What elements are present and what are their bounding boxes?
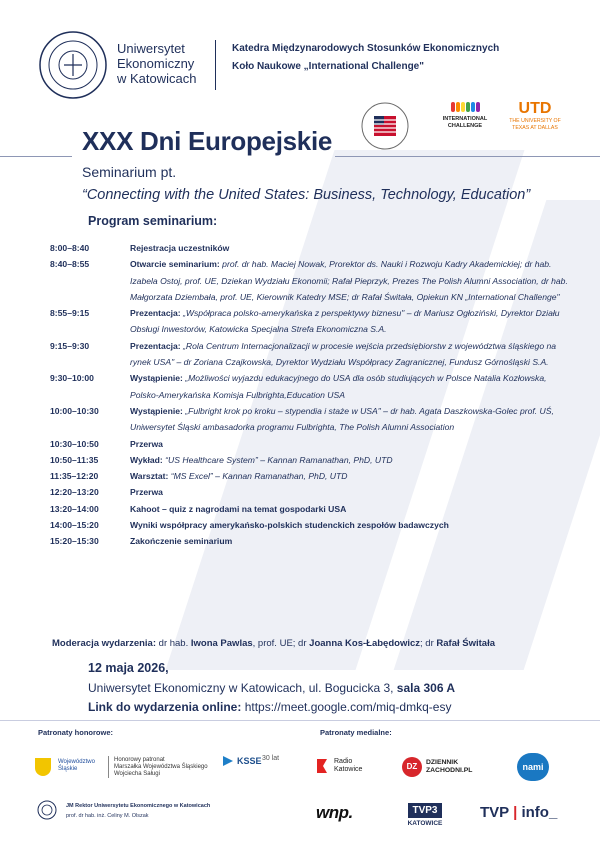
info-text: info_: [521, 804, 558, 821]
schedule-detail: „Fulbright krok po kroku – stypendia i staże w USA" – dr hab. Agata Daszkowska-Golec prof. UŚ, Uniwersytet Śląski ambasadorka programu Fulbrighta, The Polish Alumni Association: [130, 405, 554, 433]
schedule-time: 14:00–15:20: [50, 520, 99, 531]
moderation-line: [52, 638, 495, 649]
slaskie-divider: [108, 756, 109, 778]
moderation-text: , prof. UE; dr: [252, 638, 310, 649]
department-name: Katedra Międzynarodowych Stosunków Ekonomicznych: [232, 43, 500, 54]
schedule-item: [50, 370, 570, 403]
schedule-title: Wyniki współpracy amerykańsko-polskich studenckich zespołów badawczych: [130, 520, 449, 531]
schedule-description: [130, 256, 570, 305]
schedule-item: [50, 468, 570, 484]
schedule-description: [130, 484, 570, 500]
event-date: 12 maja 2026,: [88, 661, 169, 675]
university-line: w Katowicach: [117, 71, 197, 86]
schedule-title: Wystąpienie:: [130, 405, 183, 416]
schedule-description: [130, 403, 570, 436]
slaskie-desc-line: Marszałka Województwa Śląskiego: [114, 764, 208, 770]
university-name: [117, 41, 196, 86]
schedule-item: [50, 403, 570, 436]
moderator-name: Rafał Świtała: [436, 638, 495, 649]
header-divider: [215, 40, 216, 90]
schedule-time: 9:15–9:30: [50, 340, 90, 351]
slaskie-desc-line: Wojciecha Saługi: [114, 771, 160, 777]
radio-line: Katowice: [334, 766, 363, 773]
title-rule-right: [335, 156, 600, 157]
schedule-time: 13:20–14:00: [50, 503, 99, 514]
schedule-list: [50, 240, 570, 550]
slaskie-coat-of-arms: [35, 758, 51, 776]
schedule-title: Prezentacja:: [130, 308, 181, 319]
dziennik-zachodni-logo: [402, 757, 472, 777]
schedule-detail: prof. dr hab. Maciej Nowak, Prorektor ds. Nauki i Rozwoju Kadry Akademickiej; dr hab. Izabela Ostoj, prof. UE, Dziekan Wydziału Ekonomii; Rafał Pieprzyk, Prezes The Polish Alumni Association, dr hab. Małgorzata Dziembała, prof. UE, Kierownik Katedry MSE; dr Rafał Świtała, Opiekun KN „International Challenge": [130, 259, 568, 302]
schedule-time: 11:35–12:20: [50, 471, 99, 482]
department-block: [232, 40, 499, 76]
rector-seal: [37, 800, 57, 820]
ksse-anniversary: 30 lat: [262, 755, 280, 762]
event-subtitle: Seminarium pt.: [82, 164, 177, 180]
event-title: XXX Dni Europejskie: [82, 126, 333, 156]
tvp-text: TVP: [480, 804, 509, 821]
dz-badge-icon: DZ: [402, 757, 422, 777]
schedule-description: [130, 501, 570, 517]
university-line: Ekonomiczny: [117, 56, 195, 71]
university-line: Uniwersytet: [117, 41, 185, 56]
moderator-name: Joanna Kos-Łabędowicz: [309, 638, 421, 649]
schedule-time: 10:30–10:50: [50, 438, 99, 449]
slaskie-line: Śląskie: [58, 766, 78, 772]
moderation-label: Moderacja wydarzenia:: [52, 638, 157, 649]
slaskie-desc-line: Honorowy patronat: [114, 757, 165, 763]
schedule-description: [130, 305, 570, 338]
schedule-item: [50, 533, 570, 549]
schedule-item: [50, 256, 570, 305]
event-address: Uniwersytet Ekonomiczny w Katowicach, ul. Bogucicka 3,: [88, 681, 397, 695]
utd-logo: UTD THE UNIVERSITY OF TEXAS AT DALLAS: [505, 100, 565, 132]
schedule-item: [50, 484, 570, 500]
schedule-title: Przerwa: [130, 487, 163, 498]
schedule-title: Wystąpienie:: [130, 373, 183, 384]
alumni-association-logo: [356, 102, 414, 150]
radio-katowice-logo: [315, 758, 362, 774]
schedule-title: Zakończenie seminarium: [130, 536, 233, 547]
honorary-patrons-heading: Patronaty honorowe:: [38, 728, 114, 737]
schedule-time: 10:50–11:35: [50, 454, 99, 465]
schedule-title: Kahoot – quiz z nagrodami na temat gospodarki USA: [130, 503, 347, 514]
event-topic: “Connecting with the United States: Business, Technology, Education”: [82, 187, 531, 203]
ksse-text: KSSE: [237, 756, 262, 766]
schedule-time: 8:40–8:55: [50, 259, 90, 270]
title-rule-left: [0, 156, 72, 157]
media-patrons-heading: Patronaty medialne:: [320, 728, 392, 737]
slaskie-name: [58, 759, 95, 773]
radio-icon: [315, 758, 329, 774]
schedule-detail: „Możliwości wyjazdu edukacyjnego do USA dla osób studiujących w Polsce Natalia Kozłowska, Polsko-Amerykańska Komisja Fulbrighta,Education USA: [130, 373, 547, 400]
schedule-item: [50, 338, 570, 371]
meeting-link[interactable]: https://meet.google.com/miq-dmkq-esy: [241, 700, 452, 714]
international-challenge-logo: [440, 102, 490, 142]
tvp3-badge: TVP3: [408, 803, 441, 818]
schedule-description: [130, 436, 570, 452]
schedule-time: 8:55–9:15: [50, 308, 90, 319]
ic-logo-text: INTERNATIONAL CHALLENGE: [442, 116, 488, 129]
schedule-description: [130, 468, 570, 484]
schedule-description: [130, 240, 570, 256]
dz-line: ZACHODNI.PL: [426, 767, 473, 774]
schedule-item: [50, 305, 570, 338]
wnp-logo: wnp.: [316, 803, 353, 822]
schedule-item: [50, 436, 570, 452]
schedule-detail: „Współpraca polsko-amerykańska z perspektywy biznesu" – dr Mariusz Ogłoziński, Dyrektor Działu Obsługi Inwestorów, Katowicka Specjalna Strefa Ekonomiczna S.A.: [130, 308, 560, 335]
moderation-text: ; dr: [420, 638, 437, 649]
tvp3-sub: KATOWICE: [407, 820, 443, 827]
tvp3-logo: [400, 800, 450, 827]
schedule-item: [50, 452, 570, 468]
club-name: Koło Naukowe „International Challenge": [232, 61, 424, 72]
footer-rule: [0, 720, 600, 721]
schedule-description: [130, 338, 570, 371]
schedule-title: Przerwa: [130, 438, 163, 449]
slaskie-patronage: [114, 757, 208, 778]
rector-name: prof. dr hab. inż. Celiny M. Olszak: [66, 813, 149, 819]
event-place: [88, 681, 455, 695]
schedule-item: [50, 517, 570, 533]
schedule-detail: “MS Excel” – Kannan Ramanathan, PhD, UTD: [168, 471, 348, 482]
schedule-item: [50, 501, 570, 517]
schedule-time: 8:00–8:40: [50, 243, 90, 253]
rector-patronage: [66, 801, 210, 821]
moderation-text: dr hab.: [156, 638, 191, 649]
schedule-description: [130, 533, 570, 549]
schedule-description: [130, 452, 570, 468]
schedule-detail: „Rola Centrum Internacjonalizacji w procesie wejścia przedsiębiorstw z województwa śląskiego na rynek USA" – dr Zoriana Czajkowska, Dyrektor Wydziału Współpracy Zagranicznej, Fundusz Górnośląski S.A.: [130, 340, 557, 368]
program-heading: Program seminarium:: [88, 214, 218, 228]
ksse-icon: [222, 755, 234, 767]
schedule-time: 15:20–15:30: [50, 536, 99, 547]
event-room: sala 306 A: [396, 681, 456, 695]
slaskie-line: Województwo: [58, 759, 95, 765]
schedule-title: Rejestracja uczestników: [130, 243, 230, 253]
schedule-title: Prezentacja:: [130, 340, 181, 351]
schedule-time: 12:20–13:20: [50, 487, 99, 498]
rector-title: JM Rektor Uniwersytetu Ekonomicznego w Katowicach: [66, 803, 211, 809]
schedule-description: [130, 517, 570, 533]
schedule-description: [130, 370, 570, 403]
schedule-item: [50, 240, 570, 256]
schedule-title: Warsztat:: [130, 471, 169, 482]
dz-line: DZIENNIK: [426, 759, 459, 766]
tvp-info-logo: TVP | info_: [480, 804, 558, 821]
utd-logo-text: THE UNIVERSITY OF TEXAS AT DALLAS: [509, 118, 561, 131]
event-link-line: [88, 700, 451, 714]
schedule-detail: “US Healthcare System” – Kannan Ramanathan, PhD, UTD: [162, 454, 393, 465]
nami-logo: nami: [517, 753, 549, 781]
university-seal: [38, 30, 108, 100]
schedule-time: 10:00–10:30: [50, 405, 99, 416]
schedule-time: 9:30–10:00: [50, 373, 94, 384]
moderator-name: Iwona Pawlas: [190, 638, 253, 649]
radio-line: Radio: [334, 758, 353, 765]
schedule-title: Wykład:: [130, 454, 163, 465]
link-label: Link do wydarzenia online:: [88, 700, 242, 714]
schedule-title: Otwarcie seminarium:: [130, 259, 220, 270]
